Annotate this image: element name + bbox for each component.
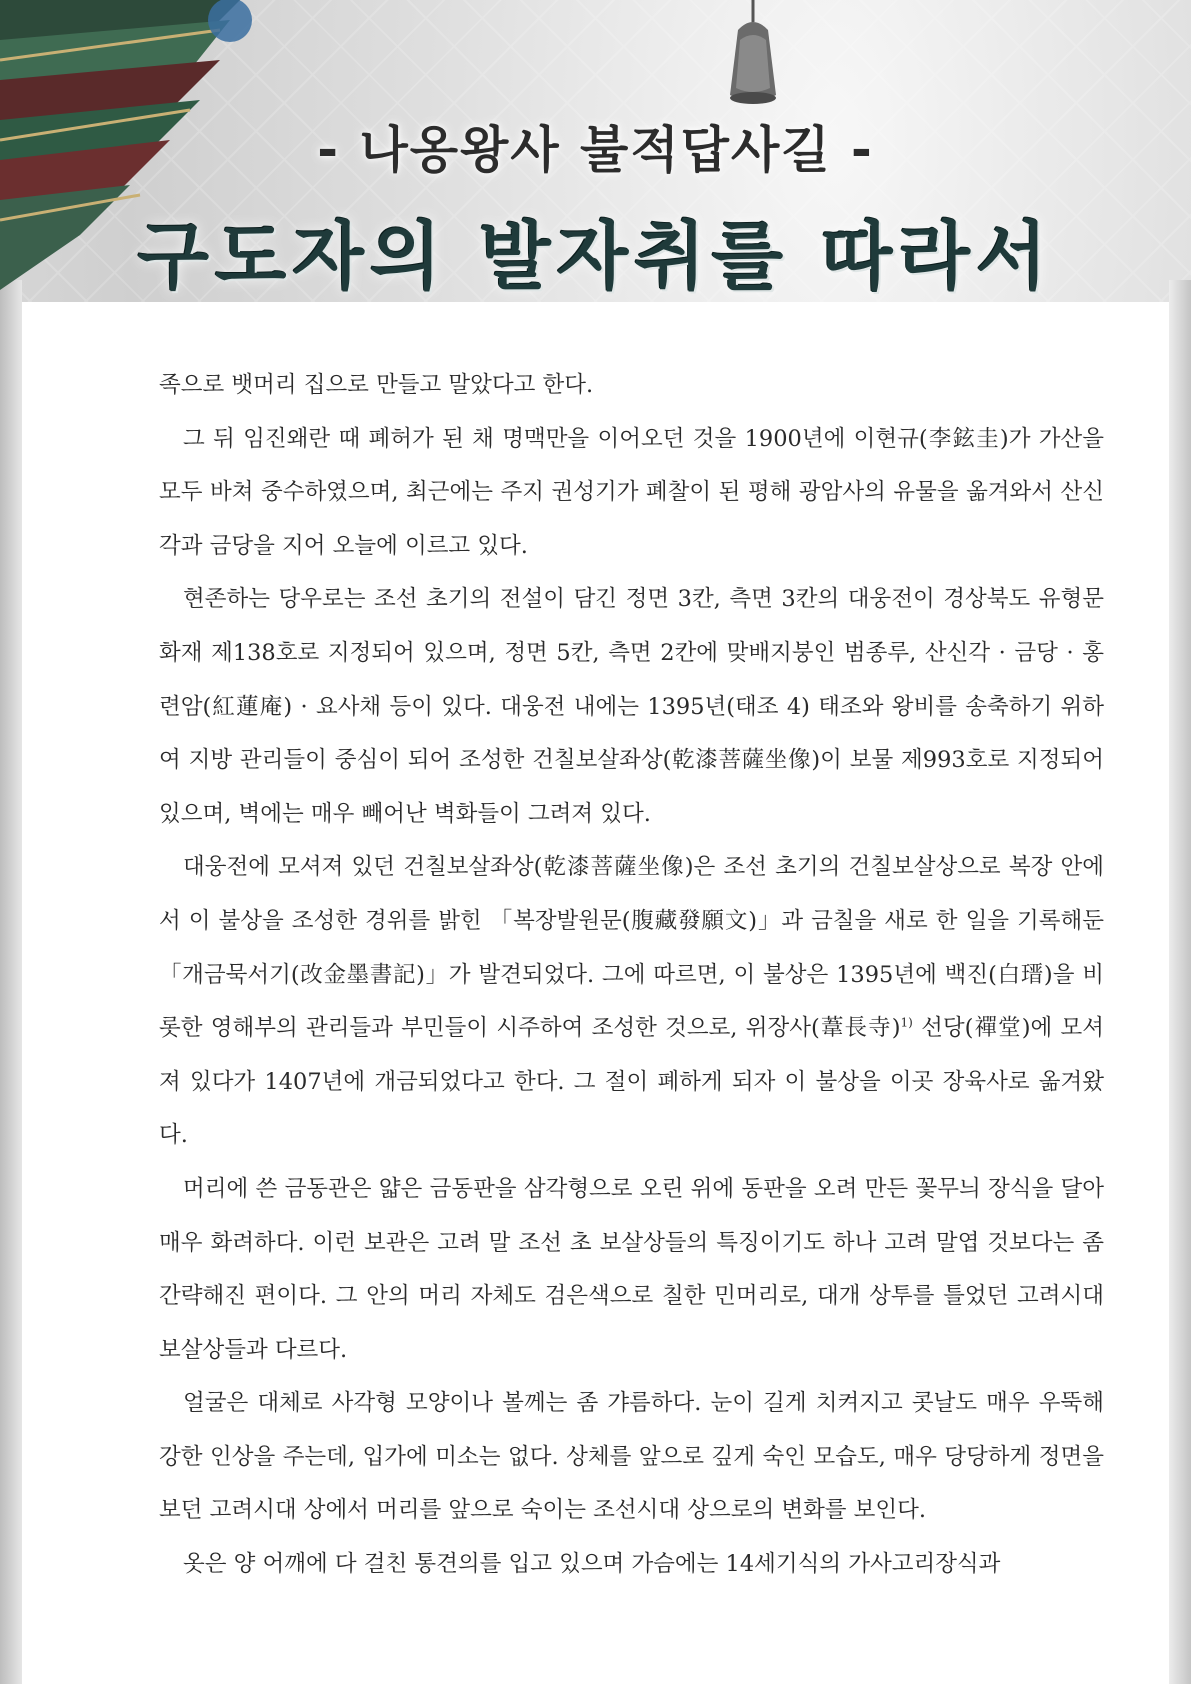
paragraph: 그 뒤 임진왜란 때 폐허가 된 채 명맥만을 이어오던 것을 1900년에 이현규(李鉉圭)가 가산을 모두 바쳐 중수하였으며, 최근에는 주지 권성기가 폐찰이 된 평해 광암사의 유물을 옮겨와서 산신각과 금당을 지어 오늘에 이르고 있다. [159,425,1104,559]
paragraph: 얼굴은 대체로 사각형 모양이나 볼께는 좀 갸름하다. 눈이 길게 치켜지고 콧날도 매우 우뚝해 강한 인상을 주는데, 입가에 미소는 없다. 상체를 앞으로 깊게 숙인 모습도, 매우 당당하게 정면을 보던 고려시대 상에서 머리를 앞으로 숙이는 조선시대 상으로의 변화를 보인다. [159,1390,1104,1524]
paragraph-part: 대웅전에 모셔져 있던 건칠보살좌상(乾漆菩薩坐像)은 조선 초기의 건칠보살상으로 복장 안에서 이 불상을 조성한 경위를 밝힌 「복장발원문(腹藏發願文)」과 금칠을 새로 한 일을 기록해둔 「개금묵서기(改金墨書記)」가 발견되었다. 그에 따르면, 이 불상은 1395년에 백진(白瑨)을 비롯한 영해부의 관리들과 부민들이 시주하여 조성한 것으로, 위장사(葦長寺) [159,854,1104,1042]
body-text [159,359,1104,1592]
paragraph-part: 선당(禪堂)에 모셔져 있다가 1407년에 개금되었다고 한다. 그 절이 폐하게 되자 이 불상을 이곳 장육사로 옮겨왔다. [159,1015,1104,1149]
paragraph: 머리에 쓴 금동관은 얇은 금동판을 삼각형으로 오린 위에 동판을 오려 만든 꽃무늬 장식을 달아 매우 화려하다. 이런 보관은 고려 말 조선 초 보살상들의 특징이기도 하나 고려 말엽 것보다는 좀 간략해진 편이다. 그 안의 머리 자체도 검은색으로 칠한 민머리로, 대개 상투를 틀었던 고려시대 보살상들과 다르다. [159,1175,1104,1363]
page-subtitle: - 나옹왕사 불적답사길 - [317,121,874,179]
page-title: 구도자의 발자취를 따라서 [137,214,1054,300]
paragraph: 현존하는 당우로는 조선 초기의 전설이 담긴 정면 3칸, 측면 3칸의 대웅전이 경상북도 유형문화재 제138호로 지정되어 있으며, 정면 5칸, 측면 2칸에 맞배지붕인 범종루, 산신각 · 금당 · 홍련암(紅蓮庵) · 요사채 등이 있다. 대웅전 내에는 1395년(태조 4) 태조와 왕비를 송축하기 위하여 지방 관리들이 중심이 되어 조성한 건칠보살좌상(乾漆菩薩坐像)이 보물 제993호로 지정되어 있으며, 벽에는 매우 빼어난 벽화들이 그려져 있다. [159,586,1104,827]
paragraph: 족으로 뱃머리 집으로 만들고 말았다고 한다. [159,372,594,398]
footnote-marker[interactable]: 1) [900,1015,913,1030]
paragraph: 옷은 양 어깨에 다 걸친 통견의를 입고 있으며 가슴에는 14세기식의 가사고리장식과 [183,1551,1001,1578]
paragraph [159,841,1104,1163]
left-border [0,280,22,1684]
right-border [1169,280,1191,1684]
header [0,0,1191,300]
